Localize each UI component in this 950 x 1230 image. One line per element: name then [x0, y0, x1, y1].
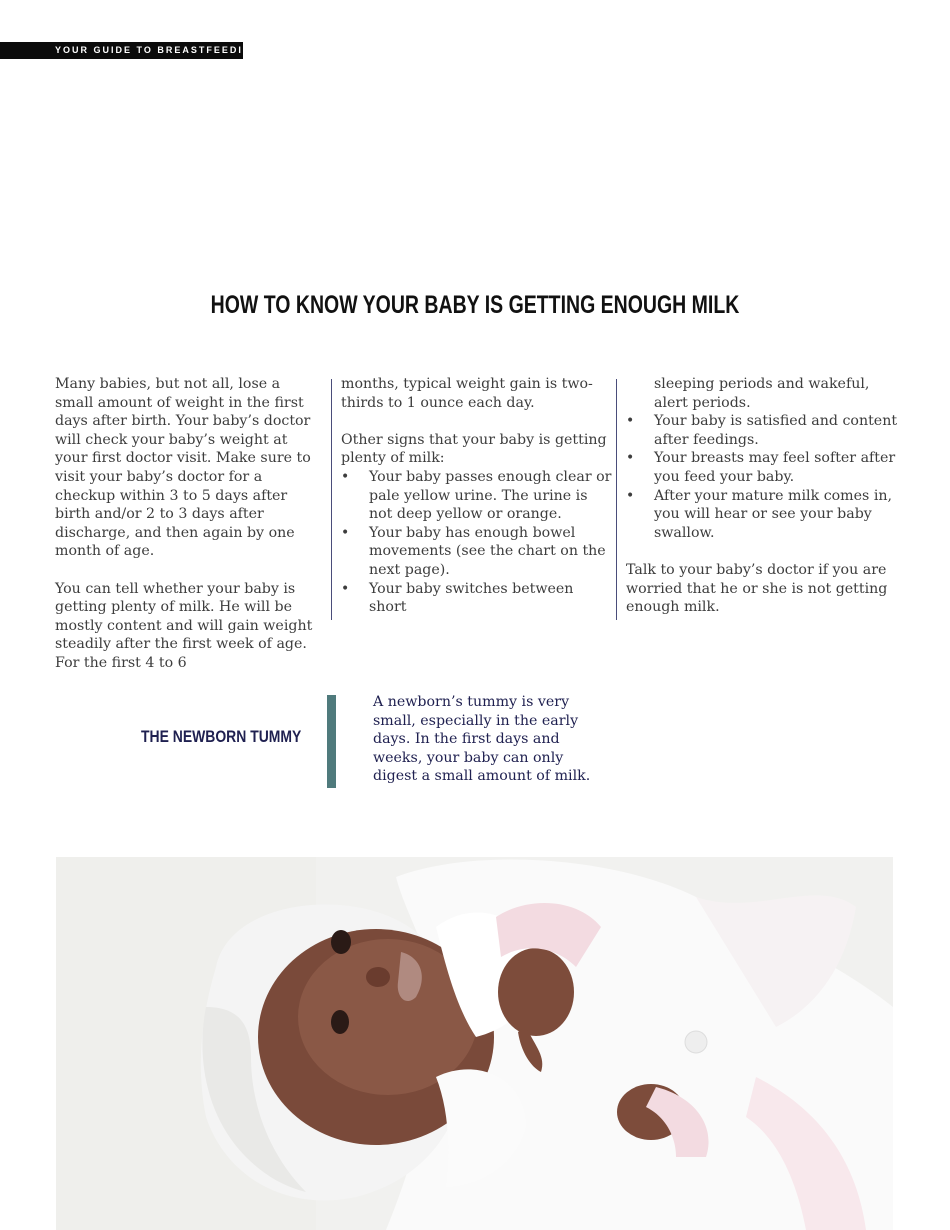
callout-text: A newborn’s tummy is very small, especially in the early days. In the first days and weeks, your baby can only digest a small amount of milk.	[373, 694, 591, 785]
bullet-icon: •	[626, 413, 635, 430]
intro-paragraph: Many babies, but not all, lose a small amount of weight in the first days after birth. Your baby’s doctor will check your baby’s weight at your first doctor visit. Make sure to visit your baby’s doctor for a checkup within 3 to 5 days after birth and/or 2 to 3 days after discharge, and then again by one month of age.	[55, 376, 311, 560]
weight-gain-paragraph-start: You can tell whether your baby is getting plenty of milk. He will be mostly content and will gain weight steadily after the first week of age. For the first 4 to 6	[55, 580, 313, 671]
signs-intro: Other signs that your baby is getting plenty of milk:	[341, 431, 607, 467]
column-divider	[331, 379, 332, 620]
sign-text: Your baby has enough bowel movements (see the chart on the next page).	[369, 524, 606, 578]
text-column-1	[55, 375, 319, 673]
baby-photo	[56, 857, 893, 1230]
running-header-bar	[0, 42, 261, 59]
list-item	[626, 412, 898, 449]
list-item	[341, 580, 613, 617]
weight-gain-paragraph-end: months, typical weight gain is two-thirds to 1 ounce each day.	[341, 376, 593, 411]
list-item	[341, 524, 613, 580]
sign-text-continued: sleeping periods and wakeful, alert periods.	[654, 376, 870, 411]
closing-paragraph: Talk to your baby’s doctor if you are worried that he or she is not getting enough milk.	[626, 561, 888, 616]
baby-illustration	[56, 857, 893, 1230]
list-item	[341, 468, 613, 524]
sign-text: Your breasts may feel softer after you feed your baby.	[654, 450, 896, 485]
sign-text: Your baby is satisfied and content after feedings.	[654, 413, 898, 448]
callout-accent-bar	[327, 695, 336, 788]
bullet-icon: •	[626, 487, 635, 504]
bullet-icon: •	[341, 468, 350, 485]
signs-list-continued	[626, 412, 898, 542]
running-header-title: YOUR GUIDE TO BREASTFEEDING	[55, 45, 261, 55]
bullet-icon: •	[341, 524, 350, 541]
bullet-icon: •	[341, 580, 350, 597]
bullet-icon: •	[626, 450, 635, 467]
list-item	[626, 487, 898, 543]
sign-text: Your baby switches between short	[369, 580, 574, 616]
page-title: HOW TO KNOW YOUR BABY IS GETTING ENOUGH MILK	[210, 291, 740, 319]
sign-text: After your mature milk comes in, you will hear or see your baby swallow.	[654, 487, 893, 541]
callout-title: THE NEWBORN TUMMY	[141, 727, 302, 746]
text-column-3	[626, 375, 898, 617]
text-column-2	[341, 375, 613, 617]
list-item	[626, 449, 898, 486]
signs-list	[341, 468, 613, 617]
sign-text: Your baby passes enough clear or pale yellow urine. The urine is not deep yellow or orange.	[369, 468, 612, 523]
column-divider	[616, 379, 617, 620]
